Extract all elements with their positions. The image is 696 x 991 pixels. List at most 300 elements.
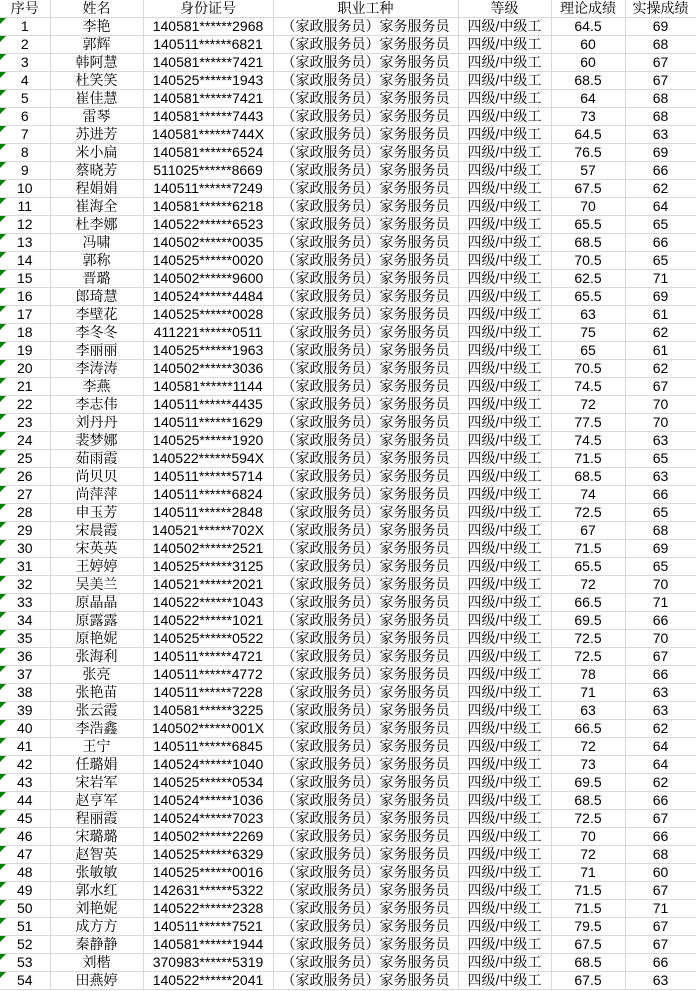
cell-seq[interactable]: 18 <box>0 324 50 342</box>
cell-seq[interactable]: 47 <box>0 846 50 864</box>
cell-occupation[interactable]: （家政服务员）家务服务员 <box>273 450 458 468</box>
cell-occupation[interactable]: （家政服务员）家务服务员 <box>273 504 458 522</box>
cell-theory-score[interactable]: 57 <box>551 162 625 180</box>
cell-name[interactable]: 程丽霞 <box>50 810 143 828</box>
cell-id[interactable]: 140522******594X <box>143 450 273 468</box>
cell-level[interactable]: 四级/中级工 <box>458 396 551 414</box>
cell-level[interactable]: 四级/中级工 <box>458 540 551 558</box>
cell-seq[interactable]: 35 <box>0 630 50 648</box>
cell-seq[interactable]: 16 <box>0 288 50 306</box>
cell-name[interactable]: 韩阿慧 <box>50 54 143 72</box>
cell-theory-score[interactable]: 65.5 <box>551 288 625 306</box>
cell-level[interactable]: 四级/中级工 <box>458 306 551 324</box>
cell-practical-score[interactable]: 66 <box>625 486 696 504</box>
cell-theory-score[interactable]: 67.5 <box>551 936 625 954</box>
cell-seq[interactable]: 25 <box>0 450 50 468</box>
cell-id[interactable]: 140502******2521 <box>143 540 273 558</box>
cell-practical-score[interactable]: 63 <box>625 126 696 144</box>
cell-practical-score[interactable]: 70 <box>625 576 696 594</box>
cell-level[interactable]: 四级/中级工 <box>458 252 551 270</box>
cell-level[interactable]: 四级/中级工 <box>458 144 551 162</box>
cell-occupation[interactable]: （家政服务员）家务服务员 <box>273 468 458 486</box>
cell-theory-score[interactable]: 67.5 <box>551 180 625 198</box>
cell-id[interactable]: 140525******0020 <box>143 252 273 270</box>
cell-occupation[interactable]: （家政服务员）家务服务员 <box>273 540 458 558</box>
cell-practical-score[interactable]: 68 <box>625 108 696 126</box>
cell-level[interactable]: 四级/中级工 <box>458 738 551 756</box>
cell-practical-score[interactable]: 69 <box>625 540 696 558</box>
cell-name[interactable]: 原晶晶 <box>50 594 143 612</box>
cell-occupation[interactable]: （家政服务员）家务服务员 <box>273 126 458 144</box>
cell-occupation[interactable]: （家政服务员）家务服务员 <box>273 864 458 882</box>
cell-practical-score[interactable]: 67 <box>625 936 696 954</box>
cell-occupation[interactable]: （家政服务员）家务服务员 <box>273 774 458 792</box>
cell-occupation[interactable]: （家政服务员）家务服务员 <box>273 702 458 720</box>
cell-id[interactable]: 140581******1144 <box>143 378 273 396</box>
cell-id[interactable]: 140581******1944 <box>143 936 273 954</box>
cell-seq[interactable]: 44 <box>0 792 50 810</box>
cell-level[interactable]: 四级/中级工 <box>458 936 551 954</box>
cell-practical-score[interactable]: 66 <box>625 612 696 630</box>
cell-seq[interactable]: 11 <box>0 198 50 216</box>
cell-occupation[interactable]: （家政服务员）家务服务员 <box>273 738 458 756</box>
cell-name[interactable]: 李燕 <box>50 378 143 396</box>
cell-theory-score[interactable]: 71.5 <box>551 900 625 918</box>
cell-seq[interactable]: 23 <box>0 414 50 432</box>
cell-seq[interactable]: 26 <box>0 468 50 486</box>
cell-name[interactable]: 刘艳妮 <box>50 900 143 918</box>
cell-seq[interactable]: 9 <box>0 162 50 180</box>
cell-name[interactable]: 刘丹丹 <box>50 414 143 432</box>
cell-name[interactable]: 苏进芳 <box>50 126 143 144</box>
cell-level[interactable]: 四级/中级工 <box>458 684 551 702</box>
cell-id[interactable]: 140511******4435 <box>143 396 273 414</box>
cell-name[interactable]: 尚萍萍 <box>50 486 143 504</box>
cell-theory-score[interactable]: 70 <box>551 828 625 846</box>
cell-practical-score[interactable]: 66 <box>625 828 696 846</box>
cell-name[interactable]: 茹雨霞 <box>50 450 143 468</box>
cell-occupation[interactable]: （家政服务员）家务服务员 <box>273 180 458 198</box>
cell-level[interactable]: 四级/中级工 <box>458 72 551 90</box>
cell-practical-score[interactable]: 71 <box>625 594 696 612</box>
cell-theory-score[interactable]: 75 <box>551 324 625 342</box>
cell-theory-score[interactable]: 73 <box>551 756 625 774</box>
cell-id[interactable]: 140581******2968 <box>143 18 273 36</box>
cell-id[interactable]: 140511******7521 <box>143 918 273 936</box>
cell-practical-score[interactable]: 62 <box>625 360 696 378</box>
cell-theory-score[interactable]: 67 <box>551 522 625 540</box>
cell-name[interactable]: 原露露 <box>50 612 143 630</box>
cell-practical-score[interactable]: 67 <box>625 378 696 396</box>
cell-id[interactable]: 140524******7023 <box>143 810 273 828</box>
cell-level[interactable]: 四级/中级工 <box>458 342 551 360</box>
cell-id[interactable]: 411221******0511 <box>143 324 273 342</box>
cell-occupation[interactable]: （家政服务员）家务服务员 <box>273 36 458 54</box>
cell-theory-score[interactable]: 72.5 <box>551 810 625 828</box>
cell-occupation[interactable]: （家政服务员）家务服务员 <box>273 882 458 900</box>
cell-seq[interactable]: 19 <box>0 342 50 360</box>
cell-seq[interactable]: 15 <box>0 270 50 288</box>
cell-theory-score[interactable]: 79.5 <box>551 918 625 936</box>
cell-theory-score[interactable]: 72.5 <box>551 648 625 666</box>
cell-occupation[interactable]: （家政服务员）家务服务员 <box>273 90 458 108</box>
cell-level[interactable]: 四级/中级工 <box>458 414 551 432</box>
cell-id[interactable]: 140522******1043 <box>143 594 273 612</box>
cell-level[interactable]: 四级/中级工 <box>458 612 551 630</box>
cell-occupation[interactable]: （家政服务员）家务服务员 <box>273 198 458 216</box>
cell-id[interactable]: 140525******1963 <box>143 342 273 360</box>
cell-seq[interactable]: 36 <box>0 648 50 666</box>
cell-theory-score[interactable]: 60 <box>551 36 625 54</box>
cell-name[interactable]: 张亮 <box>50 666 143 684</box>
cell-practical-score[interactable]: 68 <box>625 36 696 54</box>
cell-id[interactable]: 140581******3225 <box>143 702 273 720</box>
cell-id[interactable]: 140522******6523 <box>143 216 273 234</box>
cell-name[interactable]: 赵亨军 <box>50 792 143 810</box>
cell-id[interactable]: 140502******9600 <box>143 270 273 288</box>
cell-theory-score[interactable]: 70.5 <box>551 252 625 270</box>
cell-theory-score[interactable]: 72 <box>551 846 625 864</box>
cell-level[interactable]: 四级/中级工 <box>458 954 551 972</box>
cell-theory-score[interactable]: 76.5 <box>551 144 625 162</box>
cell-level[interactable]: 四级/中级工 <box>458 18 551 36</box>
cell-id[interactable]: 140521******702X <box>143 522 273 540</box>
cell-seq[interactable]: 4 <box>0 72 50 90</box>
cell-level[interactable]: 四级/中级工 <box>458 270 551 288</box>
cell-name[interactable]: 宋晨霞 <box>50 522 143 540</box>
cell-name[interactable]: 宋英英 <box>50 540 143 558</box>
cell-level[interactable]: 四级/中级工 <box>458 972 551 990</box>
cell-practical-score[interactable]: 66 <box>625 792 696 810</box>
cell-practical-score[interactable]: 65 <box>625 216 696 234</box>
cell-theory-score[interactable]: 68.5 <box>551 468 625 486</box>
cell-practical-score[interactable]: 66 <box>625 954 696 972</box>
cell-id[interactable]: 140581******6218 <box>143 198 273 216</box>
cell-level[interactable]: 四级/中级工 <box>458 828 551 846</box>
cell-seq[interactable]: 5 <box>0 90 50 108</box>
cell-level[interactable]: 四级/中级工 <box>458 900 551 918</box>
cell-theory-score[interactable]: 71.5 <box>551 882 625 900</box>
cell-theory-score[interactable]: 63 <box>551 702 625 720</box>
cell-practical-score[interactable]: 62 <box>625 720 696 738</box>
cell-occupation[interactable]: （家政服务员）家务服务员 <box>273 162 458 180</box>
cell-occupation[interactable]: （家政服务员）家务服务员 <box>273 234 458 252</box>
cell-theory-score[interactable]: 77.5 <box>551 414 625 432</box>
cell-occupation[interactable]: （家政服务员）家务服务员 <box>273 216 458 234</box>
cell-theory-score[interactable]: 68.5 <box>551 792 625 810</box>
cell-theory-score[interactable]: 65 <box>551 342 625 360</box>
cell-seq[interactable]: 50 <box>0 900 50 918</box>
cell-name[interactable]: 李冬冬 <box>50 324 143 342</box>
cell-theory-score[interactable]: 68.5 <box>551 72 625 90</box>
cell-seq[interactable]: 20 <box>0 360 50 378</box>
cell-seq[interactable]: 17 <box>0 306 50 324</box>
cell-id[interactable]: 140525******0522 <box>143 630 273 648</box>
cell-practical-score[interactable]: 68 <box>625 846 696 864</box>
cell-id[interactable]: 140581******6524 <box>143 144 273 162</box>
cell-theory-score[interactable]: 74.5 <box>551 378 625 396</box>
cell-id[interactable]: 140524******1036 <box>143 792 273 810</box>
cell-name[interactable]: 杜笑笑 <box>50 72 143 90</box>
col-header-theory-score[interactable]: 理论成绩 <box>551 0 625 18</box>
cell-name[interactable]: 晋璐 <box>50 270 143 288</box>
cell-practical-score[interactable]: 67 <box>625 882 696 900</box>
cell-occupation[interactable]: （家政服务员）家务服务员 <box>273 918 458 936</box>
cell-level[interactable]: 四级/中级工 <box>458 486 551 504</box>
cell-practical-score[interactable]: 71 <box>625 270 696 288</box>
cell-seq[interactable]: 12 <box>0 216 50 234</box>
cell-seq[interactable]: 27 <box>0 486 50 504</box>
cell-id[interactable]: 140522******2041 <box>143 972 273 990</box>
cell-occupation[interactable]: （家政服务员）家务服务员 <box>273 846 458 864</box>
cell-occupation[interactable]: （家政服务员）家务服务员 <box>273 342 458 360</box>
cell-theory-score[interactable]: 71.5 <box>551 450 625 468</box>
cell-name[interactable]: 宋璐璐 <box>50 828 143 846</box>
cell-theory-score[interactable]: 69.5 <box>551 774 625 792</box>
cell-name[interactable]: 李浩鑫 <box>50 720 143 738</box>
cell-occupation[interactable]: （家政服务员）家务服务员 <box>273 378 458 396</box>
col-header-id-number[interactable]: 身份证号 <box>143 0 273 18</box>
cell-occupation[interactable]: （家政服务员）家务服务员 <box>273 828 458 846</box>
cell-level[interactable]: 四级/中级工 <box>458 756 551 774</box>
cell-practical-score[interactable]: 65 <box>625 450 696 468</box>
cell-practical-score[interactable]: 62 <box>625 180 696 198</box>
cell-practical-score[interactable]: 64 <box>625 756 696 774</box>
cell-practical-score[interactable]: 61 <box>625 306 696 324</box>
col-header-level[interactable]: 等级 <box>458 0 551 18</box>
cell-name[interactable]: 田燕婷 <box>50 972 143 990</box>
cell-name[interactable]: 尚贝贝 <box>50 468 143 486</box>
cell-theory-score[interactable]: 72 <box>551 738 625 756</box>
cell-seq[interactable]: 45 <box>0 810 50 828</box>
cell-seq[interactable]: 7 <box>0 126 50 144</box>
cell-level[interactable]: 四级/中级工 <box>458 54 551 72</box>
cell-level[interactable]: 四级/中级工 <box>458 702 551 720</box>
cell-occupation[interactable]: （家政服务员）家务服务员 <box>273 54 458 72</box>
cell-level[interactable]: 四级/中级工 <box>458 216 551 234</box>
cell-name[interactable]: 李艳 <box>50 18 143 36</box>
cell-occupation[interactable]: （家政服务员）家务服务员 <box>273 414 458 432</box>
cell-seq[interactable]: 13 <box>0 234 50 252</box>
cell-level[interactable]: 四级/中级工 <box>458 846 551 864</box>
cell-theory-score[interactable]: 73 <box>551 108 625 126</box>
cell-theory-score[interactable]: 78 <box>551 666 625 684</box>
cell-theory-score[interactable]: 70 <box>551 198 625 216</box>
cell-name[interactable]: 王婷婷 <box>50 558 143 576</box>
cell-level[interactable]: 四级/中级工 <box>458 108 551 126</box>
cell-theory-score[interactable]: 71 <box>551 864 625 882</box>
cell-seq[interactable]: 30 <box>0 540 50 558</box>
cell-id[interactable]: 140522******1021 <box>143 612 273 630</box>
cell-name[interactable]: 程娟娟 <box>50 180 143 198</box>
cell-seq[interactable]: 29 <box>0 522 50 540</box>
cell-practical-score[interactable]: 63 <box>625 972 696 990</box>
cell-level[interactable]: 四级/中级工 <box>458 576 551 594</box>
cell-occupation[interactable]: （家政服务员）家务服务员 <box>273 720 458 738</box>
cell-practical-score[interactable]: 63 <box>625 684 696 702</box>
cell-id[interactable]: 511025******8669 <box>143 162 273 180</box>
cell-occupation[interactable]: （家政服务员）家务服务员 <box>273 72 458 90</box>
cell-seq[interactable]: 46 <box>0 828 50 846</box>
cell-seq[interactable]: 3 <box>0 54 50 72</box>
cell-id[interactable]: 140581******7443 <box>143 108 273 126</box>
cell-seq[interactable]: 14 <box>0 252 50 270</box>
cell-seq[interactable]: 51 <box>0 918 50 936</box>
cell-practical-score[interactable]: 62 <box>625 774 696 792</box>
cell-practical-score[interactable]: 67 <box>625 72 696 90</box>
cell-seq[interactable]: 40 <box>0 720 50 738</box>
cell-practical-score[interactable]: 61 <box>625 342 696 360</box>
cell-occupation[interactable]: （家政服务员）家务服务员 <box>273 972 458 990</box>
cell-occupation[interactable]: （家政服务员）家务服务员 <box>273 486 458 504</box>
cell-id[interactable]: 140581******744X <box>143 126 273 144</box>
cell-practical-score[interactable]: 70 <box>625 396 696 414</box>
cell-practical-score[interactable]: 67 <box>625 648 696 666</box>
cell-theory-score[interactable]: 70.5 <box>551 360 625 378</box>
cell-theory-score[interactable]: 71.5 <box>551 540 625 558</box>
cell-id[interactable]: 140511******2848 <box>143 504 273 522</box>
cell-practical-score[interactable]: 62 <box>625 324 696 342</box>
cell-name[interactable]: 申玉芳 <box>50 504 143 522</box>
cell-theory-score[interactable]: 64.5 <box>551 18 625 36</box>
cell-occupation[interactable]: （家政服务员）家务服务员 <box>273 792 458 810</box>
cell-theory-score[interactable]: 62.5 <box>551 270 625 288</box>
cell-theory-score[interactable]: 74.5 <box>551 432 625 450</box>
cell-name[interactable]: 张海利 <box>50 648 143 666</box>
cell-level[interactable]: 四级/中级工 <box>458 324 551 342</box>
cell-seq[interactable]: 37 <box>0 666 50 684</box>
cell-id[interactable]: 140502******0035 <box>143 234 273 252</box>
cell-theory-score[interactable]: 72 <box>551 576 625 594</box>
cell-occupation[interactable]: （家政服务员）家务服务员 <box>273 756 458 774</box>
cell-seq[interactable]: 42 <box>0 756 50 774</box>
cell-occupation[interactable]: （家政服务员）家务服务员 <box>273 288 458 306</box>
cell-seq[interactable]: 38 <box>0 684 50 702</box>
cell-name[interactable]: 刘楷 <box>50 954 143 972</box>
cell-practical-score[interactable]: 66 <box>625 234 696 252</box>
cell-occupation[interactable]: （家政服务员）家务服务员 <box>273 594 458 612</box>
cell-seq[interactable]: 1 <box>0 18 50 36</box>
cell-level[interactable]: 四级/中级工 <box>458 126 551 144</box>
cell-level[interactable]: 四级/中级工 <box>458 450 551 468</box>
cell-practical-score[interactable]: 71 <box>625 900 696 918</box>
cell-practical-score[interactable]: 65 <box>625 504 696 522</box>
cell-level[interactable]: 四级/中级工 <box>458 630 551 648</box>
cell-theory-score[interactable]: 60 <box>551 54 625 72</box>
cell-level[interactable]: 四级/中级工 <box>458 468 551 486</box>
cell-name[interactable]: 李志伟 <box>50 396 143 414</box>
cell-occupation[interactable]: （家政服务员）家务服务员 <box>273 648 458 666</box>
cell-name[interactable]: 郭辉 <box>50 36 143 54</box>
cell-practical-score[interactable]: 68 <box>625 90 696 108</box>
cell-seq[interactable]: 32 <box>0 576 50 594</box>
cell-name[interactable]: 张云霞 <box>50 702 143 720</box>
cell-name[interactable]: 冯啸 <box>50 234 143 252</box>
cell-level[interactable]: 四级/中级工 <box>458 918 551 936</box>
cell-seq[interactable]: 41 <box>0 738 50 756</box>
cell-seq[interactable]: 28 <box>0 504 50 522</box>
cell-theory-score[interactable]: 64.5 <box>551 126 625 144</box>
cell-practical-score[interactable]: 63 <box>625 432 696 450</box>
cell-id[interactable]: 140511******6821 <box>143 36 273 54</box>
cell-name[interactable]: 王宁 <box>50 738 143 756</box>
cell-occupation[interactable]: （家政服务员）家务服务员 <box>273 306 458 324</box>
cell-level[interactable]: 四级/中级工 <box>458 666 551 684</box>
cell-practical-score[interactable]: 66 <box>625 666 696 684</box>
cell-occupation[interactable]: （家政服务员）家务服务员 <box>273 432 458 450</box>
cell-id[interactable]: 140502******001X <box>143 720 273 738</box>
cell-id[interactable]: 140581******7421 <box>143 90 273 108</box>
cell-id[interactable]: 140511******6824 <box>143 486 273 504</box>
cell-name[interactable]: 赵智英 <box>50 846 143 864</box>
cell-practical-score[interactable]: 63 <box>625 468 696 486</box>
cell-seq[interactable]: 39 <box>0 702 50 720</box>
cell-id[interactable]: 140525******0028 <box>143 306 273 324</box>
cell-name[interactable]: 郭水红 <box>50 882 143 900</box>
cell-seq[interactable]: 2 <box>0 36 50 54</box>
cell-occupation[interactable]: （家政服务员）家务服务员 <box>273 576 458 594</box>
cell-id[interactable]: 370983******5319 <box>143 954 273 972</box>
cell-name[interactable]: 蔡晓芳 <box>50 162 143 180</box>
cell-occupation[interactable]: （家政服务员）家务服务员 <box>273 630 458 648</box>
cell-theory-score[interactable]: 64 <box>551 90 625 108</box>
cell-name[interactable]: 郎琦慧 <box>50 288 143 306</box>
cell-occupation[interactable]: （家政服务员）家务服务员 <box>273 684 458 702</box>
cell-id[interactable]: 140502******3036 <box>143 360 273 378</box>
cell-theory-score[interactable]: 69.5 <box>551 612 625 630</box>
col-header-occupation[interactable]: 职业工种 <box>273 0 458 18</box>
cell-id[interactable]: 140525******0016 <box>143 864 273 882</box>
cell-seq[interactable]: 53 <box>0 954 50 972</box>
cell-occupation[interactable]: （家政服务员）家务服务员 <box>273 396 458 414</box>
cell-name[interactable]: 任璐娟 <box>50 756 143 774</box>
cell-occupation[interactable]: （家政服务员）家务服务员 <box>273 324 458 342</box>
cell-occupation[interactable]: （家政服务员）家务服务员 <box>273 900 458 918</box>
cell-practical-score[interactable]: 69 <box>625 144 696 162</box>
cell-level[interactable]: 四级/中级工 <box>458 594 551 612</box>
cell-id[interactable]: 140511******1629 <box>143 414 273 432</box>
cell-level[interactable]: 四级/中级工 <box>458 432 551 450</box>
cell-id[interactable]: 140525******1943 <box>143 72 273 90</box>
cell-id[interactable]: 140511******6845 <box>143 738 273 756</box>
cell-occupation[interactable]: （家政服务员）家务服务员 <box>273 936 458 954</box>
cell-id[interactable]: 140511******4772 <box>143 666 273 684</box>
cell-occupation[interactable]: （家政服务员）家务服务员 <box>273 252 458 270</box>
cell-theory-score[interactable]: 68.5 <box>551 234 625 252</box>
cell-theory-score[interactable]: 74 <box>551 486 625 504</box>
cell-name[interactable]: 雷琴 <box>50 108 143 126</box>
cell-name[interactable]: 李壁花 <box>50 306 143 324</box>
cell-practical-score[interactable]: 66 <box>625 162 696 180</box>
cell-occupation[interactable]: （家政服务员）家务服务员 <box>273 144 458 162</box>
cell-practical-score[interactable]: 67 <box>625 810 696 828</box>
cell-theory-score[interactable]: 72.5 <box>551 630 625 648</box>
cell-theory-score[interactable]: 71 <box>551 684 625 702</box>
cell-level[interactable]: 四级/中级工 <box>458 720 551 738</box>
cell-theory-score[interactable]: 72.5 <box>551 504 625 522</box>
cell-level[interactable]: 四级/中级工 <box>458 864 551 882</box>
cell-id[interactable]: 140524******1040 <box>143 756 273 774</box>
cell-id[interactable]: 140525******1920 <box>143 432 273 450</box>
cell-level[interactable]: 四级/中级工 <box>458 558 551 576</box>
cell-theory-score[interactable]: 65.5 <box>551 558 625 576</box>
cell-seq[interactable]: 33 <box>0 594 50 612</box>
cell-occupation[interactable]: （家政服务员）家务服务员 <box>273 18 458 36</box>
cell-seq[interactable]: 24 <box>0 432 50 450</box>
cell-practical-score[interactable]: 70 <box>625 630 696 648</box>
cell-level[interactable]: 四级/中级工 <box>458 378 551 396</box>
cell-practical-score[interactable]: 60 <box>625 864 696 882</box>
